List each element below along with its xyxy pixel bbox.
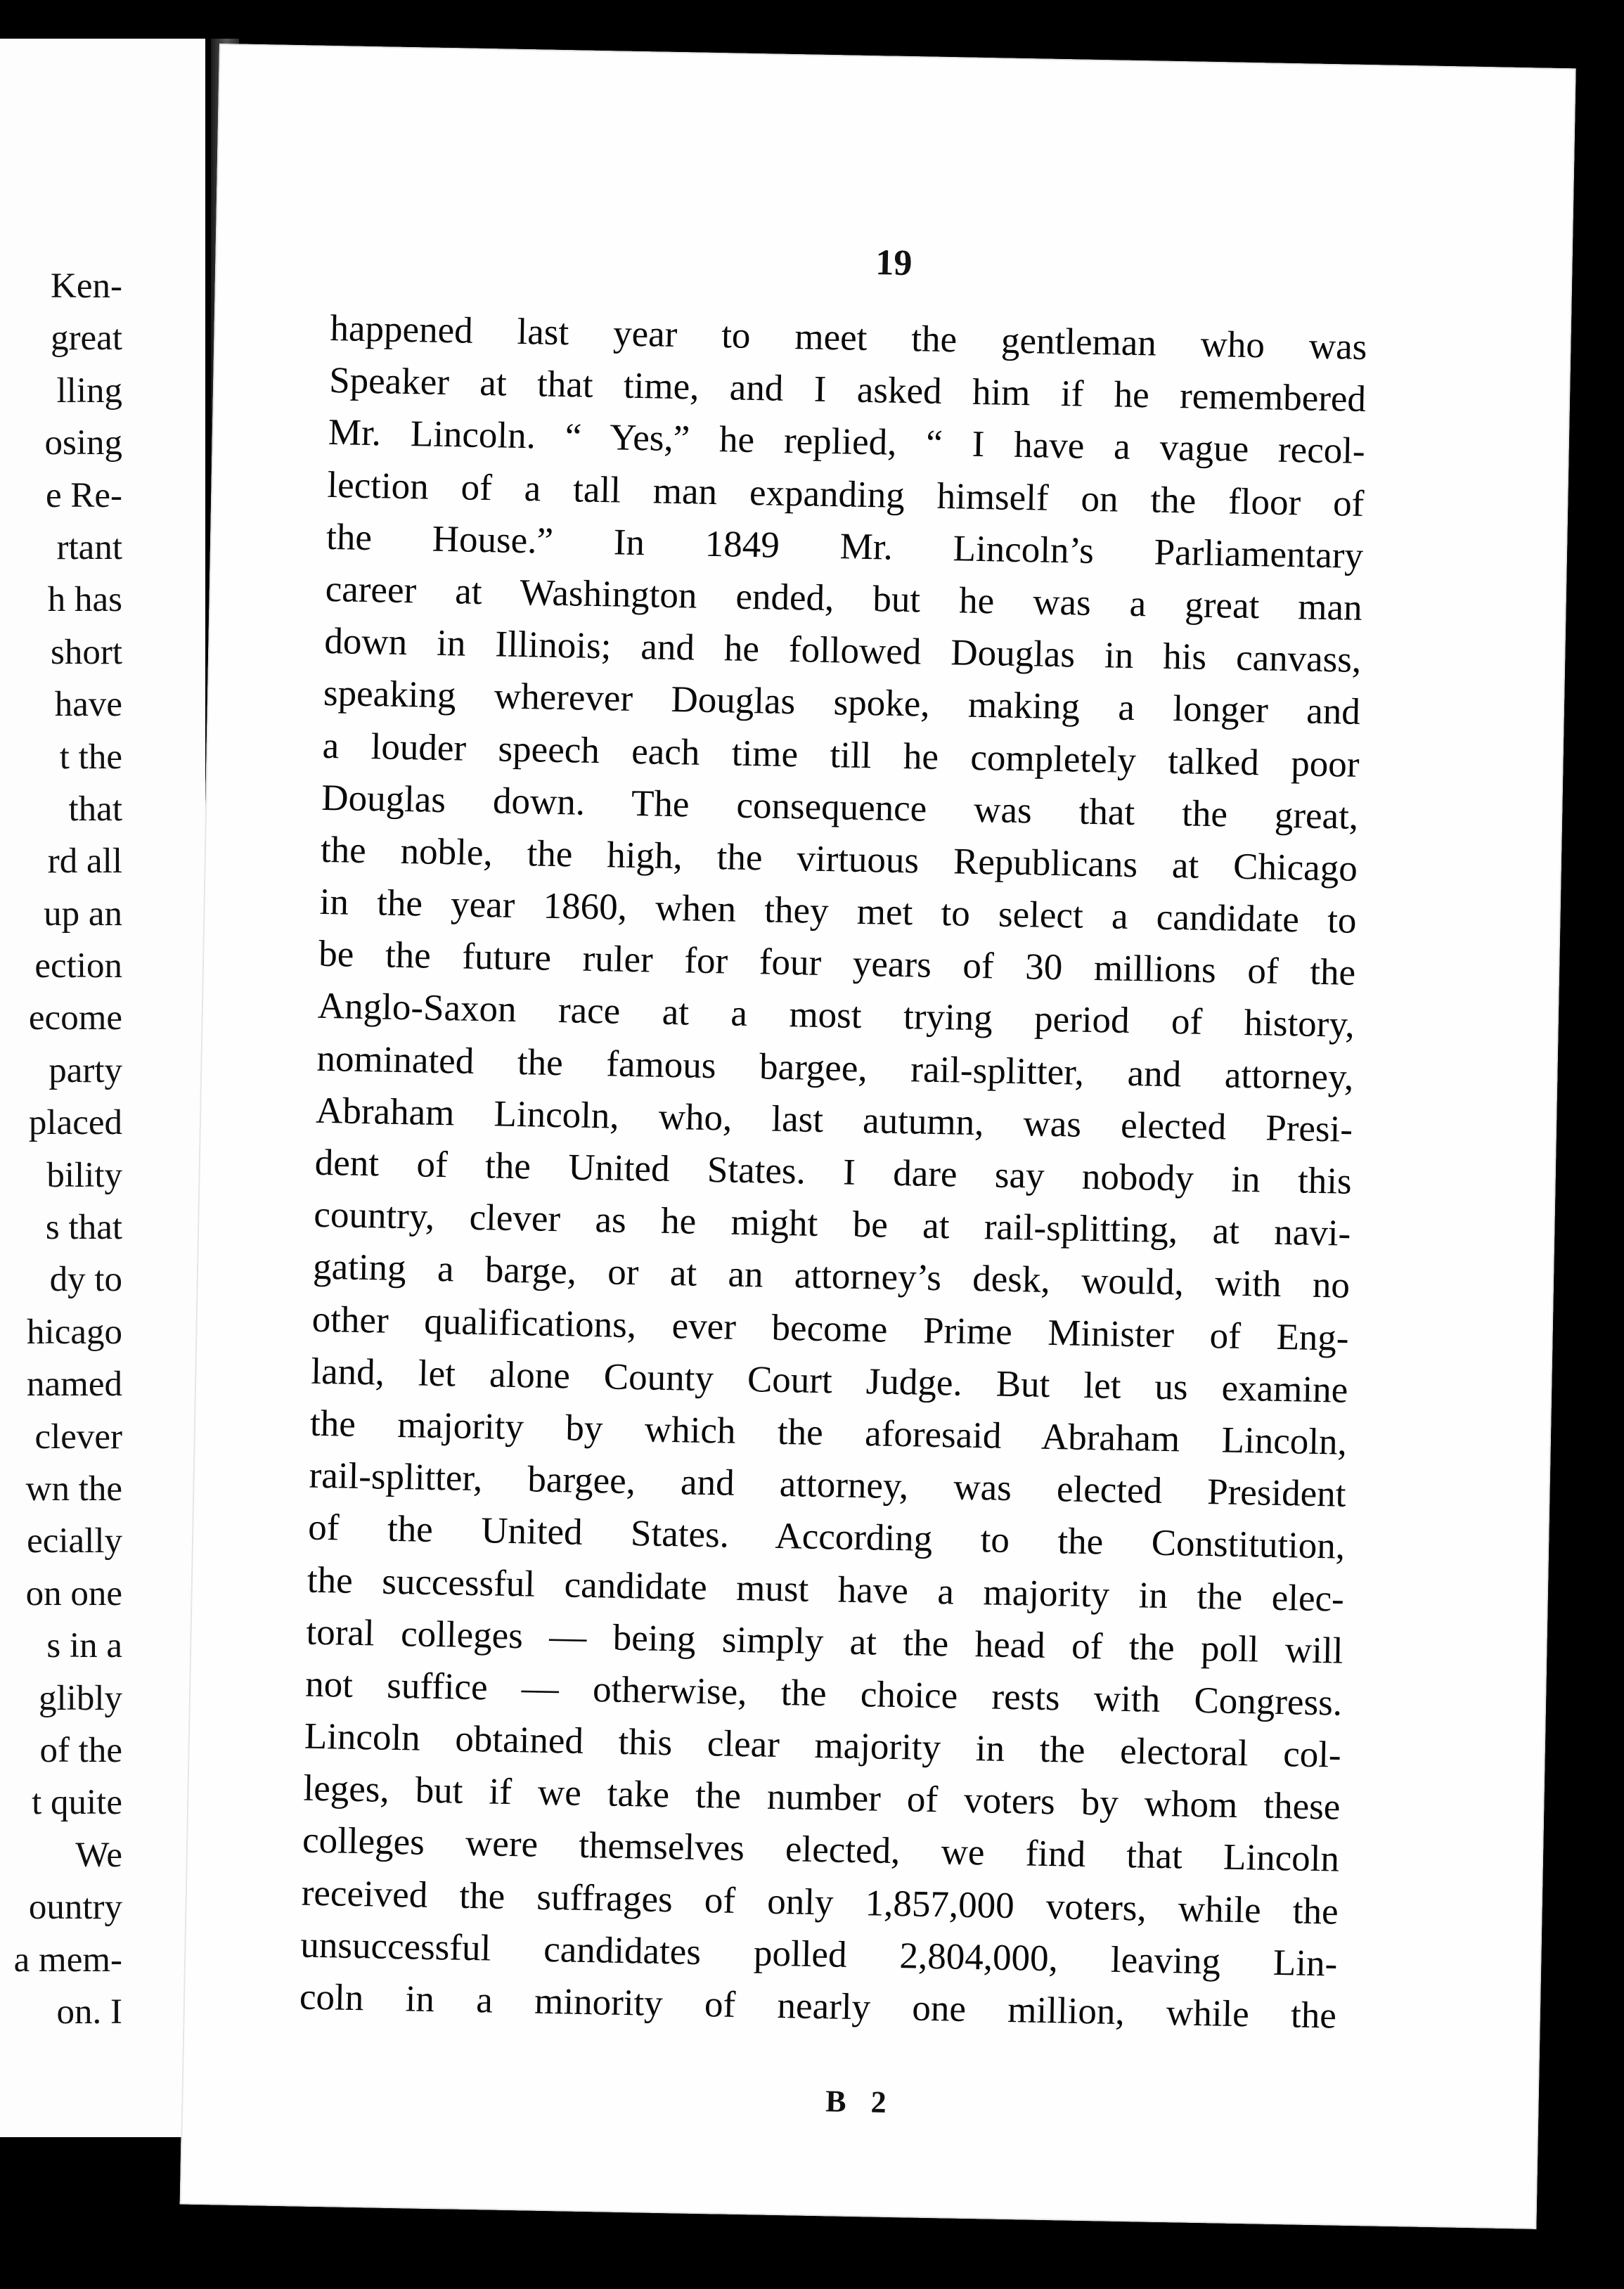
left-page-line: that: [68, 789, 122, 829]
text-line: colleges were themselves elected, we find that Lincoln: [302, 1820, 1340, 1881]
left-page-line: Ken-: [51, 266, 122, 306]
left-page-line: hicago: [27, 1312, 122, 1352]
text-line: of the United States. According to the Constitution,: [307, 1507, 1346, 1568]
text-line: unsuccessful candidates polled 2,804,000, leaving Lin-: [299, 1924, 1338, 1985]
left-page-line: have: [54, 685, 122, 725]
text-line: gating a barge, or at an attorney’s desk, would, with no: [312, 1246, 1351, 1307]
left-page-line: up an: [44, 894, 122, 934]
left-page-line: on. I: [56, 1992, 122, 2032]
text-line: dent of the United States. I dare say nobody in this: [314, 1142, 1353, 1202]
left-page-line: lling: [56, 370, 122, 411]
text-line: a louder speech each time till he completely talked poor: [322, 725, 1360, 785]
body-text: [299, 302, 1367, 2042]
left-page-line: We: [75, 1835, 122, 1875]
left-page-line: s that: [45, 1208, 122, 1248]
left-page-line: clever: [34, 1417, 122, 1457]
text-line: toral colleges — being simply at the head of the poll will: [306, 1611, 1343, 1672]
text-line: other qualifications, ever become Prime Minister of Eng-: [311, 1298, 1350, 1359]
left-page-line: party: [49, 1050, 122, 1090]
left-page-text: [14, 260, 122, 2038]
signature-mark: B 2: [825, 2084, 896, 2120]
text-line: the House.” In 1849 Mr. Lincoln’s Parliamentary: [326, 516, 1364, 576]
left-page-line: rd all: [47, 842, 122, 882]
left-page-line: t the: [59, 737, 122, 777]
left-page-line: on one: [25, 1573, 122, 1613]
text-line: the noble, the high, the virtuous Republicans at Chicago: [320, 829, 1358, 889]
left-page-line: wn the: [25, 1469, 122, 1509]
left-page-line: ountry: [28, 1888, 122, 1928]
text-line: Mr. Lincoln. “ Yes,” he replied, “ I have a vague recol-: [328, 412, 1366, 472]
text-line: Anglo-Saxon race at a most trying period of history,: [317, 986, 1355, 1046]
text-line: Douglas down. The consequence was that the great,: [321, 777, 1359, 837]
text-line: leges, but if we take the number of voters by whom these: [303, 1767, 1341, 1828]
left-page-line: of the: [39, 1730, 122, 1770]
left-page-line: osing: [44, 423, 122, 463]
text-line: Lincoln obtained this clear majority in the electoral col-: [304, 1715, 1342, 1776]
left-page-line: rtant: [56, 527, 122, 567]
left-page-line: dy to: [49, 1260, 122, 1300]
left-page-line: bility: [46, 1155, 122, 1195]
left-page-line: a mem-: [13, 1940, 122, 1980]
text-line: the majority by which the aforesaid Abraham Lincoln,: [309, 1403, 1348, 1463]
text-line: Abraham Lincoln, who, last autumn, was elected Presi-: [315, 1090, 1353, 1150]
text-line: rail-splitter, bargee, and attorney, was elected President: [309, 1455, 1346, 1515]
left-page-line: great: [51, 318, 122, 359]
text-line: coln in a minority of nearly one million, while the: [299, 1976, 1337, 2037]
text-line: land, let alone County Court Judge. But let us examine: [310, 1350, 1348, 1411]
left-page-line: named: [27, 1365, 122, 1405]
left-page-line: short: [51, 632, 122, 672]
left-page-line: e Re-: [45, 475, 122, 515]
text-line: received the suffrages of only 1,857,000 voters, while the: [301, 1872, 1339, 1933]
text-line: down in Illinois; and he followed Douglas in his canvass,: [323, 621, 1362, 681]
left-page-line: placed: [28, 1103, 122, 1143]
text-line: happened last year to meet the gentleman who was: [330, 307, 1367, 368]
left-page-line: t quite: [32, 1783, 122, 1823]
text-line: not suffice — otherwise, the choice rests with Congress.: [304, 1663, 1343, 1724]
text-line: nominated the famous bargee, rail-splitter, and attorney,: [316, 1038, 1354, 1098]
text-line: lection of a tall man expanding himself on the floor of: [326, 464, 1365, 524]
right-page: [180, 44, 1576, 2229]
page-number: 19: [875, 243, 913, 284]
left-page: [0, 39, 205, 2137]
left-page-line: s in a: [46, 1626, 122, 1666]
text-line: country, clever as he might be at rail-splitting, at navi-: [313, 1194, 1351, 1254]
left-page-line: glibly: [38, 1678, 122, 1718]
left-page-line: ecome: [28, 998, 122, 1038]
left-page-line: ection: [34, 946, 122, 986]
text-line: the successful candidate must have a majority in the elec-: [307, 1559, 1345, 1620]
text-line: Speaker at that time, and I asked him if he remembered: [328, 360, 1367, 420]
text-line: speaking wherever Douglas spoke, making a longer and: [323, 673, 1361, 733]
left-page-line: ecially: [27, 1521, 122, 1561]
text-line: in the year 1860, when they met to select a candidate to: [319, 881, 1357, 941]
text-line: career at Washington ended, but he was a great man: [325, 568, 1363, 628]
text-line: be the future ruler for four years of 30 millions of the: [318, 934, 1356, 994]
left-page-line: h has: [47, 580, 122, 620]
